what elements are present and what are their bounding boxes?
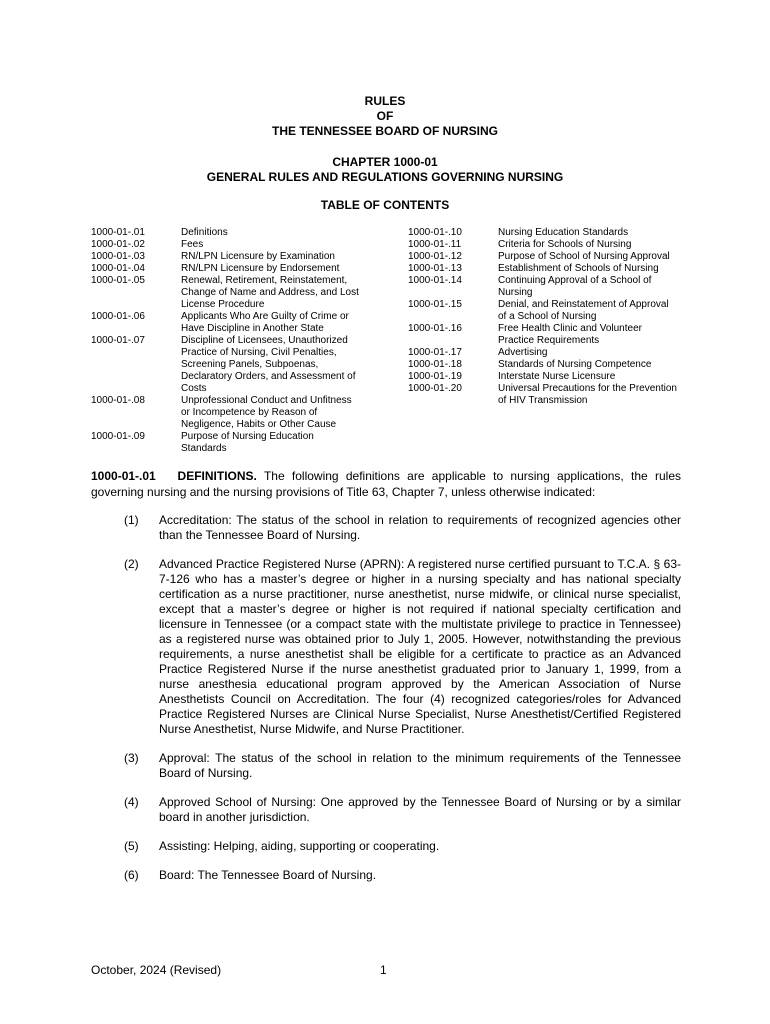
toc-code: 1000-01-.04 xyxy=(91,263,145,274)
toc-entry[interactable] xyxy=(408,263,698,275)
definitions-intro xyxy=(91,468,681,500)
toc-desc: Purpose of School of Nursing Approval xyxy=(498,251,670,262)
toc-desc: Universal Precautions for the Prevention of HIV Transmission xyxy=(498,383,677,406)
toc-desc: RN/LPN Licensure by Examination xyxy=(181,251,335,262)
toc-entry[interactable] xyxy=(408,323,698,347)
toc-entry[interactable] xyxy=(91,431,371,455)
title-line-board: THE TENNESSEE BOARD OF NURSING xyxy=(271,124,499,138)
definition-text: Advanced Practice Registered Nurse (APRN): A registered nurse certified pursuant to T.C.A. § 63-7-126 who has a master’s degree or higher in a nursing specialty and has national specialty certification as a nurse practitioner, nurse anesthetist, nurse midwife, or clinical nurse specialist, except that a master’s degree or higher is not required if national specialty certification and licensure in Tennessee (or a compact state with the multistate privilege to practice in Tennessee) as a registered nurse was obtained prior to July 1, 2005. However, notwithstanding the previous requirements, a nurse anesthetist shall be eligible for a certificate to practice as an Advanced Practice Registered Nurse if the nurse anesthetist graduated prior to January 1, 1999, from a nurse anesthesia educational program approved by the American Association of Nurse Anesthetists Council on Accreditation. The four (4) recognized categories/roles for Advanced Practice Registered Nurses are Clinical Nurse Specialist, Nurse Anesthetist/Certified Registered Nurse Anesthetist, Nurse Midwife, and Nurse Practitioner. xyxy=(159,557,681,736)
toc-entry[interactable] xyxy=(91,335,371,395)
chapter-title: GENERAL RULES AND REGULATIONS GOVERNING NURSING xyxy=(206,170,564,184)
definition-text: Approved School of Nursing: One approved by the Tennessee Board of Nursing or by a similar board in another jurisdiction. xyxy=(159,795,681,824)
definitions-list xyxy=(91,513,681,897)
toc-left-column xyxy=(91,227,371,455)
toc-code: 1000-01-.02 xyxy=(91,239,145,250)
chapter-heading xyxy=(0,155,770,185)
definition-number: (1) xyxy=(124,513,139,527)
toc-code: 1000-01-.13 xyxy=(408,263,462,274)
definition-item xyxy=(91,751,681,781)
toc-desc: Denial, and Reinstatement of Approval of a School of Nursing xyxy=(498,299,669,322)
toc-desc: Free Health Clinic and Volunteer Practice Requirements xyxy=(498,323,642,346)
definition-number: (5) xyxy=(124,839,139,853)
toc-entry[interactable] xyxy=(91,275,371,311)
toc-entry[interactable] xyxy=(91,227,371,239)
toc-desc: Applicants Who Are Guilty of Crime or Have Discipline in Another State xyxy=(181,311,349,334)
toc-entry[interactable] xyxy=(408,347,698,359)
toc-entry[interactable] xyxy=(408,227,698,239)
section-heading: 1000-01-.01 DEFINITIONS. xyxy=(91,469,257,483)
toc-code: 1000-01-.18 xyxy=(408,359,462,370)
definition-text: Board: The Tennessee Board of Nursing. xyxy=(159,868,377,882)
toc-desc: Definitions xyxy=(181,227,228,238)
definition-item xyxy=(91,839,681,854)
intro-text: The following definitions are applicable to nursing applications, the rules governing nursing and the nursing provisions of Title 63, Chapter 7, unless otherwise indicated: xyxy=(91,469,681,499)
toc-desc: Purpose of Nursing Education Standards xyxy=(181,431,314,454)
toc-entry[interactable] xyxy=(408,359,698,371)
toc-code: 1000-01-.16 xyxy=(408,323,462,334)
toc-desc: Nursing Education Standards xyxy=(498,227,629,238)
toc-desc: Fees xyxy=(181,239,204,250)
toc-desc: Advertising xyxy=(498,347,548,358)
toc-entry[interactable] xyxy=(91,251,371,263)
toc-entry[interactable] xyxy=(408,383,698,407)
footer-date: October, 2024 (Revised) xyxy=(91,963,222,977)
toc-code: 1000-01-.01 xyxy=(91,227,145,238)
toc-title: TABLE OF CONTENTS xyxy=(320,198,450,212)
toc-entry[interactable] xyxy=(408,275,698,299)
definition-number: (4) xyxy=(124,795,139,809)
toc-desc: Discipline of Licensees, Unauthorized Practice of Nursing, Civil Penalties, Screening Panels, Subpoenas, Declaratory Orders, and Assessment of Costs xyxy=(181,335,356,394)
toc-desc: RN/LPN Licensure by Endorsement xyxy=(181,263,340,274)
toc-code: 1000-01-.05 xyxy=(91,275,145,286)
toc-code: 1000-01-.17 xyxy=(408,347,462,358)
toc-code: 1000-01-.06 xyxy=(91,311,145,322)
toc-entry[interactable] xyxy=(91,263,371,275)
definition-number: (2) xyxy=(124,557,139,571)
document-title xyxy=(0,94,770,139)
toc-entry[interactable] xyxy=(408,371,698,383)
chapter-number: CHAPTER 1000-01 xyxy=(332,155,438,169)
toc-code: 1000-01-.07 xyxy=(91,335,145,346)
toc-desc: Interstate Nurse Licensure xyxy=(498,371,616,382)
toc-code: 1000-01-.15 xyxy=(408,299,462,310)
page-number: 1 xyxy=(380,963,387,977)
toc-right-column xyxy=(408,227,698,407)
toc-desc: Renewal, Retirement, Reinstatement, Change of Name and Address, and Lost License Procedure xyxy=(181,275,359,310)
toc-entry[interactable] xyxy=(408,299,698,323)
toc-desc: Unprofessional Conduct and Unfitness or Incompetence by Reason of Negligence, Habits or Other Cause xyxy=(181,395,352,430)
toc-desc: Criteria for Schools of Nursing xyxy=(498,239,632,250)
toc-code: 1000-01-.19 xyxy=(408,371,462,382)
toc-entry[interactable] xyxy=(91,311,371,335)
toc-code: 1000-01-.12 xyxy=(408,251,462,262)
definition-number: (3) xyxy=(124,751,139,765)
toc-entry[interactable] xyxy=(408,239,698,251)
toc-desc: Standards of Nursing Competence xyxy=(498,359,652,370)
toc-code: 1000-01-.11 xyxy=(408,239,462,250)
toc-code: 1000-01-.09 xyxy=(91,431,145,442)
toc-code: 1000-01-.20 xyxy=(408,383,462,394)
toc-entry[interactable] xyxy=(91,239,371,251)
title-line-of: OF xyxy=(376,109,394,123)
toc-desc: Establishment of Schools of Nursing xyxy=(498,263,659,274)
toc-code: 1000-01-.14 xyxy=(408,275,462,286)
definition-text: Accreditation: The status of the school in relation to requirements of recognized agencies other than the Tennessee Board of Nursing. xyxy=(159,513,681,542)
definition-number: (6) xyxy=(124,868,139,882)
definition-item xyxy=(91,557,681,737)
toc-code: 1000-01-.10 xyxy=(408,227,462,238)
definition-item xyxy=(91,795,681,825)
toc-code: 1000-01-.08 xyxy=(91,395,145,406)
toc-entry[interactable] xyxy=(91,395,371,431)
toc-entry[interactable] xyxy=(408,251,698,263)
definition-item xyxy=(91,868,681,883)
definition-text: Assisting: Helping, aiding, supporting or cooperating. xyxy=(159,839,440,853)
title-line-rules: RULES xyxy=(364,94,406,108)
definition-text: Approval: The status of the school in relation to the minimum requirements of the Tennessee Board of Nursing. xyxy=(159,751,681,780)
definition-item xyxy=(91,513,681,543)
toc-code: 1000-01-.03 xyxy=(91,251,145,262)
toc-desc: Continuing Approval of a School of Nursing xyxy=(498,275,652,298)
